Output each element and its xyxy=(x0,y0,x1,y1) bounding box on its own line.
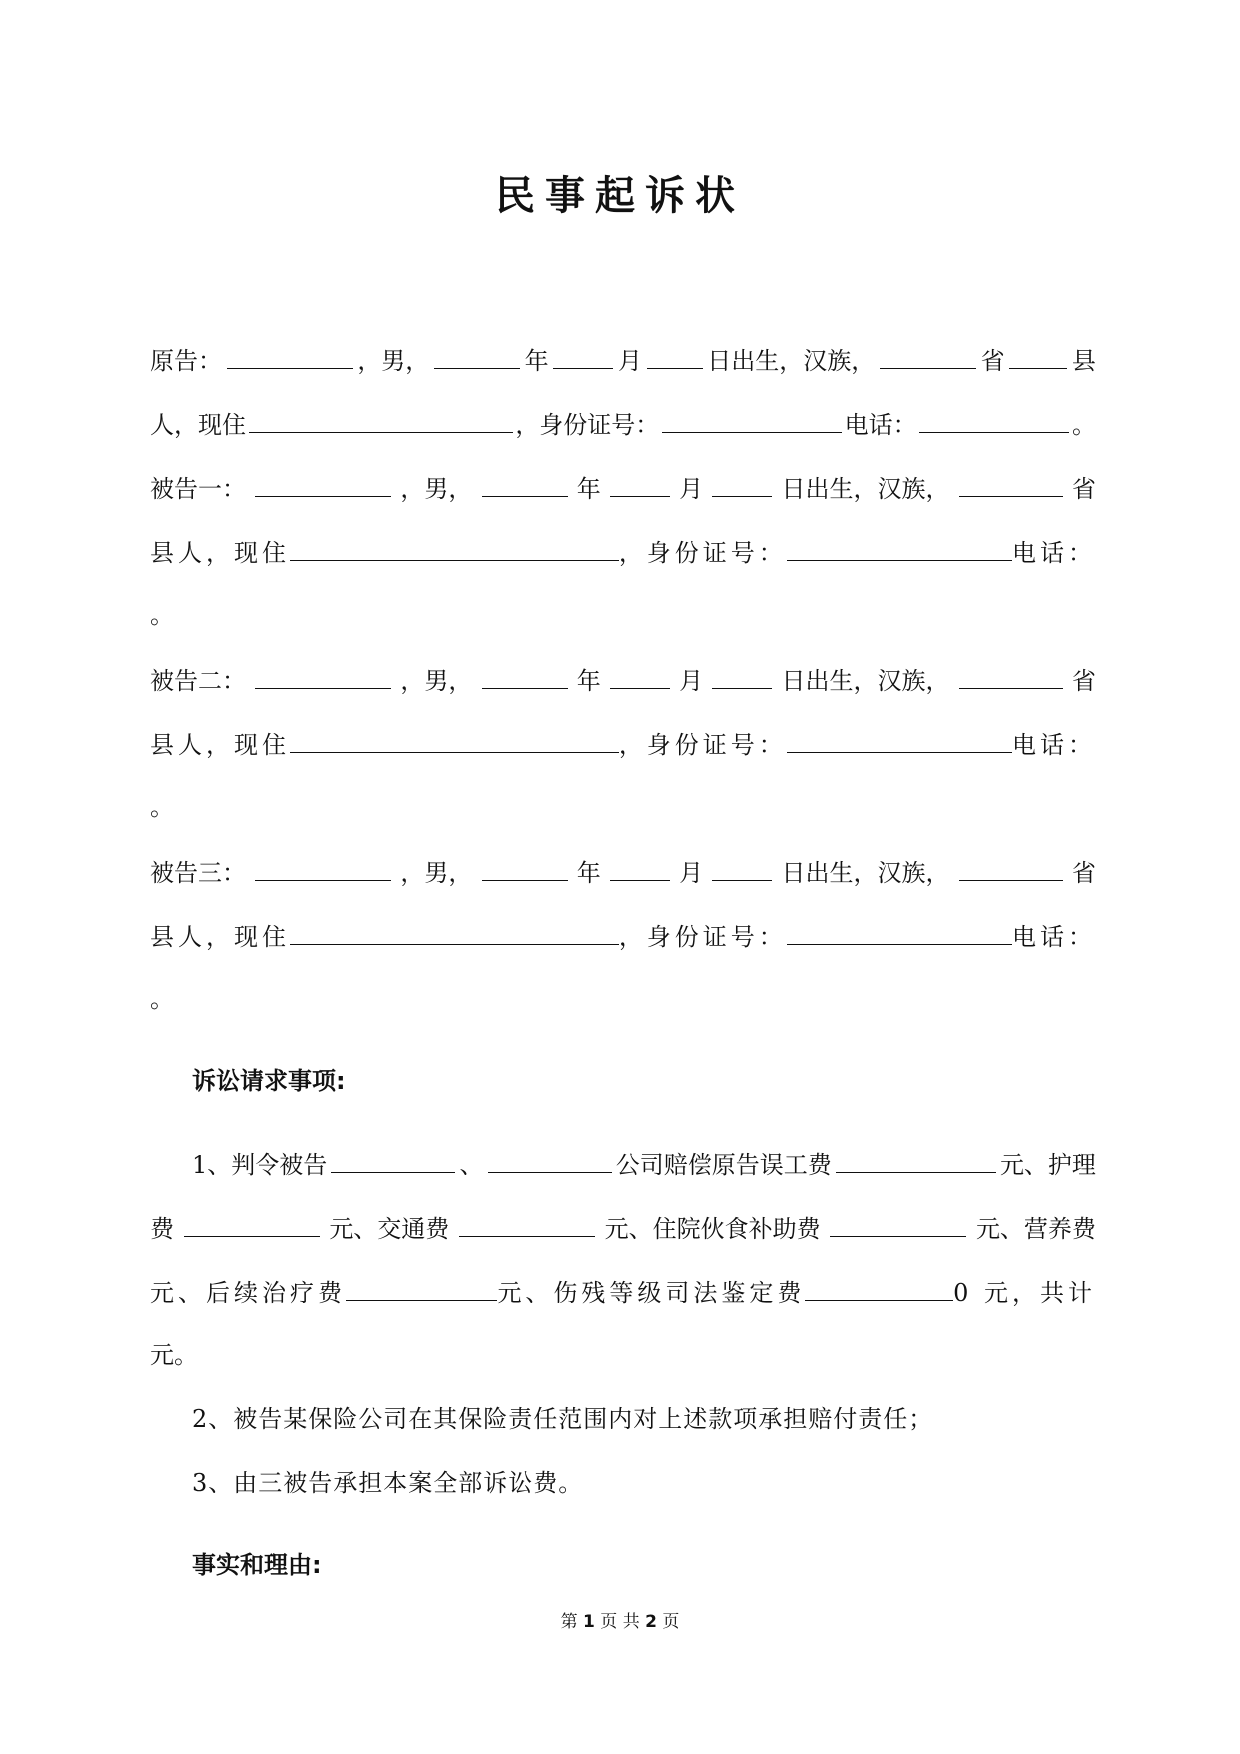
province-blank xyxy=(880,342,976,369)
month-text: 月 xyxy=(679,859,704,887)
phone-text: 电话： xyxy=(1012,539,1096,567)
claim-text: 元、营养费 xyxy=(975,1215,1096,1243)
defendant-2-line-2 xyxy=(150,726,1096,762)
id-number-text: ，身份证号： xyxy=(618,539,787,567)
phone-text: 电话： xyxy=(844,411,917,439)
birth-year-blank xyxy=(482,854,568,881)
end-mark: 。 xyxy=(1071,411,1096,439)
phone-text: 电话： xyxy=(1012,731,1096,759)
birth-text: 日出生，汉族， xyxy=(781,859,950,887)
claim-1-line-3 xyxy=(150,1274,1096,1310)
defendant-label: 被告一： xyxy=(150,475,246,503)
id-number-blank xyxy=(787,918,1012,945)
phone-blank xyxy=(919,406,1069,433)
claim-text: 费 xyxy=(150,1215,174,1243)
year-text: 年 xyxy=(524,347,549,375)
claim-text: 1、判令被告 xyxy=(192,1151,328,1179)
document-title: 民事起诉状 xyxy=(495,173,745,219)
plaintiff-label: 原告： xyxy=(150,347,222,375)
defendant-2-line-1 xyxy=(150,662,1096,698)
defendant-label: 被告二： xyxy=(150,667,246,695)
year-text: 年 xyxy=(576,859,601,887)
address-blank xyxy=(290,726,619,753)
footer-text: 页 共 xyxy=(600,1612,640,1632)
defendant-3-line-1 xyxy=(150,854,1096,890)
plaintiff-line-1 xyxy=(150,342,1096,378)
birth-day-blank xyxy=(712,662,772,689)
claim-text: 0 元，共计 xyxy=(953,1279,1096,1307)
page-number: 1 xyxy=(583,1612,595,1632)
month-text: 月 xyxy=(679,667,704,695)
residence-text: 县人，现住 xyxy=(150,923,290,951)
month-text: 月 xyxy=(679,475,704,503)
id-number-text: ，身份证号： xyxy=(515,411,660,439)
claim-1-line-2 xyxy=(150,1210,1096,1246)
company-blank xyxy=(488,1146,612,1173)
residence-text: 人，现住 xyxy=(150,411,246,439)
defendant-label: 被告三： xyxy=(150,859,246,887)
province-blank xyxy=(959,854,1063,881)
county-text: 县 xyxy=(1071,347,1096,375)
end-mark: 。 xyxy=(150,793,174,821)
sex-text: ，男， xyxy=(357,347,430,375)
address-blank xyxy=(290,918,619,945)
plaintiff-line-2 xyxy=(150,406,1096,442)
claim-text: 3、由三被告承担本案全部诉讼费。 xyxy=(192,1469,584,1497)
phone-text: 电话： xyxy=(1012,923,1096,951)
birth-month-blank xyxy=(610,854,670,881)
sex-text: ，男， xyxy=(400,667,473,695)
month-text: 月 xyxy=(617,347,642,375)
end-mark: 。 xyxy=(150,985,174,1013)
footer-text: 页 xyxy=(662,1612,680,1632)
address-blank xyxy=(290,534,619,561)
birth-day-blank xyxy=(647,342,703,369)
birth-month-blank xyxy=(553,342,613,369)
end-mark: 。 xyxy=(150,601,174,629)
defendant-3-line-3 xyxy=(150,982,1096,1016)
birth-text: 日出生，汉族， xyxy=(707,347,876,375)
id-number-text: ，身份证号： xyxy=(618,923,787,951)
claim-3 xyxy=(192,1466,1138,1500)
plaintiff-name-blank xyxy=(227,342,353,369)
defendant-1-line-2 xyxy=(150,534,1096,570)
defendant-name-blank xyxy=(255,854,391,881)
meal-subsidy-blank xyxy=(830,1210,966,1237)
lost-wages-blank xyxy=(836,1146,996,1173)
claim-text: 元。 xyxy=(150,1341,198,1369)
claim-text: 元、后续治疗费 xyxy=(150,1279,346,1307)
appraisal-fee-blank xyxy=(805,1274,953,1301)
claim-text: 元、住院伙食补助费 xyxy=(604,1215,821,1243)
claim-text: 元、护理 xyxy=(999,1151,1096,1179)
sex-text: ，男， xyxy=(400,475,473,503)
defendant-1-line-3 xyxy=(150,598,1096,632)
birth-year-blank xyxy=(434,342,520,369)
claim-1-line-4 xyxy=(150,1338,1096,1372)
nursing-fee-blank xyxy=(184,1210,320,1237)
birth-text: 日出生，汉族， xyxy=(781,667,950,695)
birth-month-blank xyxy=(610,470,670,497)
defendant-name-blank xyxy=(255,662,391,689)
birth-day-blank xyxy=(712,854,772,881)
province-blank xyxy=(959,662,1063,689)
defendant-blank xyxy=(331,1146,455,1173)
birth-month-blank xyxy=(610,662,670,689)
claim-text: 2、被告某保险公司在其保险责任范围内对上述款项承担赔付责任； xyxy=(192,1405,934,1433)
province-text: 省 xyxy=(980,347,1005,375)
transport-fee-blank xyxy=(459,1210,595,1237)
province-blank xyxy=(959,470,1063,497)
birth-day-blank xyxy=(712,470,772,497)
footer-text: 第 xyxy=(560,1612,578,1632)
sex-text: ，男， xyxy=(400,859,473,887)
residence-text: 县人，现住 xyxy=(150,731,290,759)
page-total: 2 xyxy=(645,1612,657,1632)
claim-text: 元、交通费 xyxy=(329,1215,450,1243)
claim-text: 、 xyxy=(459,1151,484,1179)
defendant-2-line-3 xyxy=(150,790,1096,824)
follow-up-treatment-blank xyxy=(346,1274,497,1301)
id-number-text: ，身份证号： xyxy=(618,731,787,759)
residence-text: 县人，现住 xyxy=(150,539,290,567)
province-text: 省 xyxy=(1071,667,1096,695)
claim-1-line-1 xyxy=(192,1146,1096,1182)
defendant-1-line-1 xyxy=(150,470,1096,506)
claim-text: 元、伤残等级司法鉴定费 xyxy=(497,1279,806,1307)
claim-text: 公司赔偿原告误工费 xyxy=(615,1151,832,1179)
birth-text: 日出生，汉族， xyxy=(781,475,950,503)
province-text: 省 xyxy=(1071,859,1096,887)
page-footer xyxy=(0,1610,1240,1634)
year-text: 年 xyxy=(576,667,601,695)
id-number-blank xyxy=(787,726,1012,753)
address-blank xyxy=(249,406,513,433)
defendant-3-line-2 xyxy=(150,918,1096,954)
facts-heading: 事实和理由: xyxy=(192,1551,322,1579)
birth-year-blank xyxy=(482,662,568,689)
claim-2 xyxy=(192,1402,1138,1436)
birth-year-blank xyxy=(482,470,568,497)
province-text: 省 xyxy=(1071,475,1096,503)
county-blank xyxy=(1009,342,1067,369)
defendant-name-blank xyxy=(255,470,391,497)
claims-heading: 诉讼请求事项: xyxy=(192,1067,346,1095)
id-number-blank xyxy=(662,406,842,433)
id-number-blank xyxy=(787,534,1012,561)
year-text: 年 xyxy=(576,475,601,503)
